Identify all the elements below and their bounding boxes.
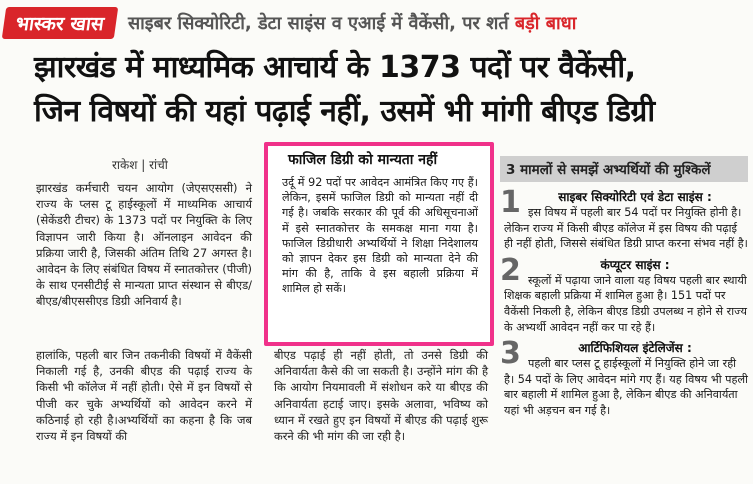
- kicker-highlight: बड़ी बाधा: [514, 13, 577, 34]
- sidebar-item: [500, 185, 748, 252]
- sidebar-item: [500, 252, 748, 335]
- kicker-line: [128, 11, 576, 35]
- sidebar-item: [500, 336, 748, 418]
- item-text: पहली बार प्लस टू हाईस्कूलों में नियुक्ति होने जा रही है। 54 पदों के लिए आवेदन मांगे गए हैं। यह विषय भी पहली बार बहाली में शामिल हुआ है, लेकिन बीएड की अनिवार्यता यहां भी अड़चन बन गई है।: [504, 357, 748, 417]
- sidebar-title: 3 मामलों से समझें अभ्यर्थियों की मुश्किलें: [500, 156, 748, 182]
- article-paragraph-3: बीएड पढ़ाई ही नहीं होती, तो उनसे डिग्री की अनिवार्यता कैसे की जा सकती है। उन्होंने मांग की है कि आयोग नियमावली में संशोधन करे या बीएड की अनिवार्यता हटाई जाए। इसके अलावा, भविष्य को ध्यान में रखते हुए इन विषयों में बीएड की पढ़ाई शुरू करने की भी मांग की जा रही है।: [274, 348, 488, 444]
- headline: [34, 46, 746, 134]
- item-title: आर्टिफिशियल इंटेलिजेंस :: [578, 341, 692, 356]
- kicker-text: साइबर सिक्योरिटी, डेटा साइंस व एआई में वैकेंसी, पर शर्त: [127, 13, 515, 34]
- item-text: इस विषय में पहली बार 54 पदों पर नियुक्ति होनी है। लेकिन राज्य में किसी बीएड कॉलेज में इस विषय की पढ़ाई ही नहीं होती, जिससे संबंधित डिग्री प्राप्त करना संभव नहीं है।: [504, 206, 748, 251]
- article-paragraph-1: झारखंड कर्मचारी चयन आयोग (जेएसएससी) ने राज्य के प्लस टू हाईस्कूलों में माध्यमिक आचार्य (सेकेंडरी टीचर) के 1373 पदों पर नियुक्ति के लिए विज्ञापन जारी किया है। ऑनलाइन आवेदन की प्रक्रिया जारी है, जिसकी अंतिम तिथि 27 अगस्त है। आवेदन के लिए संबंधित विषय में स्नातकोत्तर (पीजी) के साथ एनसीटीई से मान्यता प्राप्त संस्थान से बीएड/बीएड/बीएससीएड डिग्री अनिवार्य है।: [36, 181, 252, 309]
- item-number: 3: [500, 336, 521, 372]
- section-badge: भास्कर खास: [2, 7, 118, 39]
- headline-line-1: झारखंड में माध्यमिक आचार्य के 1373 पदों पर वैकेंसी,: [34, 50, 636, 85]
- box-text: उर्दू में 92 पदों पर आवेदन आमंत्रित किए गए हैं। लेकिन, इसमें फाजिल डिग्री को मान्यता नहीं दी गई है। जबकि सरकार की पूर्व की अधिसूचनाओं में इसे स्नातकोत्तर के समकक्ष माना गया है। फाजिल डिग्रीधारी अभ्यर्थियों ने शिक्षा निदेशालय को ज्ञापन देकर इस डिग्री को मान्यता देने की मांग की है, ताकि वे इस बहाली प्रक्रिया में शामिल हो सकें।: [282, 176, 478, 296]
- item-number: 1: [500, 185, 521, 220]
- fazil-degree-box: [264, 142, 494, 346]
- headline-line-2: जिन विषयों की यहां पढ़ाई नहीं, उसमें भी मांगी बीएड डिग्री: [34, 94, 655, 129]
- item-text: स्कूलों में पढ़ाया जाने वाला यह विषय पहली बार स्थायी शिक्षक बहाली प्रक्रिया में शामिल हुआ है। 151 पदों पर वैकेंसी निकली है, लेकिन बीएड डिग्री उपलब्ध न होने से राज्य के अभ्यर्थी आवेदन नहीं कर पा रहे हैं।: [504, 273, 747, 334]
- item-title: कंप्यूटर साइंस :: [600, 257, 670, 272]
- box-title: फाजिल डिग्री को मान्यता नहीं: [288, 152, 438, 168]
- item-title: साइबर सिक्योरिटी एवं डेटा साइंस :: [558, 190, 712, 204]
- sidebar: [500, 156, 748, 423]
- article-paragraph-2: हालांकि, पहली बार जिन तकनीकी विषयों में वैकेंसी निकाली गई है, उनकी बीएड की पढ़ाई राज्य के किसी भी कॉलेज में नहीं होती। ऐसे में इन विषयों से पीजी कर चुके अभ्यर्थियों को आवेदन करने में कठिनाई हो रही है।अभ्यर्थियों का कहना है कि जब राज्य में इन विषयों की: [36, 348, 252, 444]
- top-bar: [4, 6, 749, 40]
- item-number: 2: [500, 252, 521, 288]
- byline: राकेश | रांची: [112, 158, 168, 172]
